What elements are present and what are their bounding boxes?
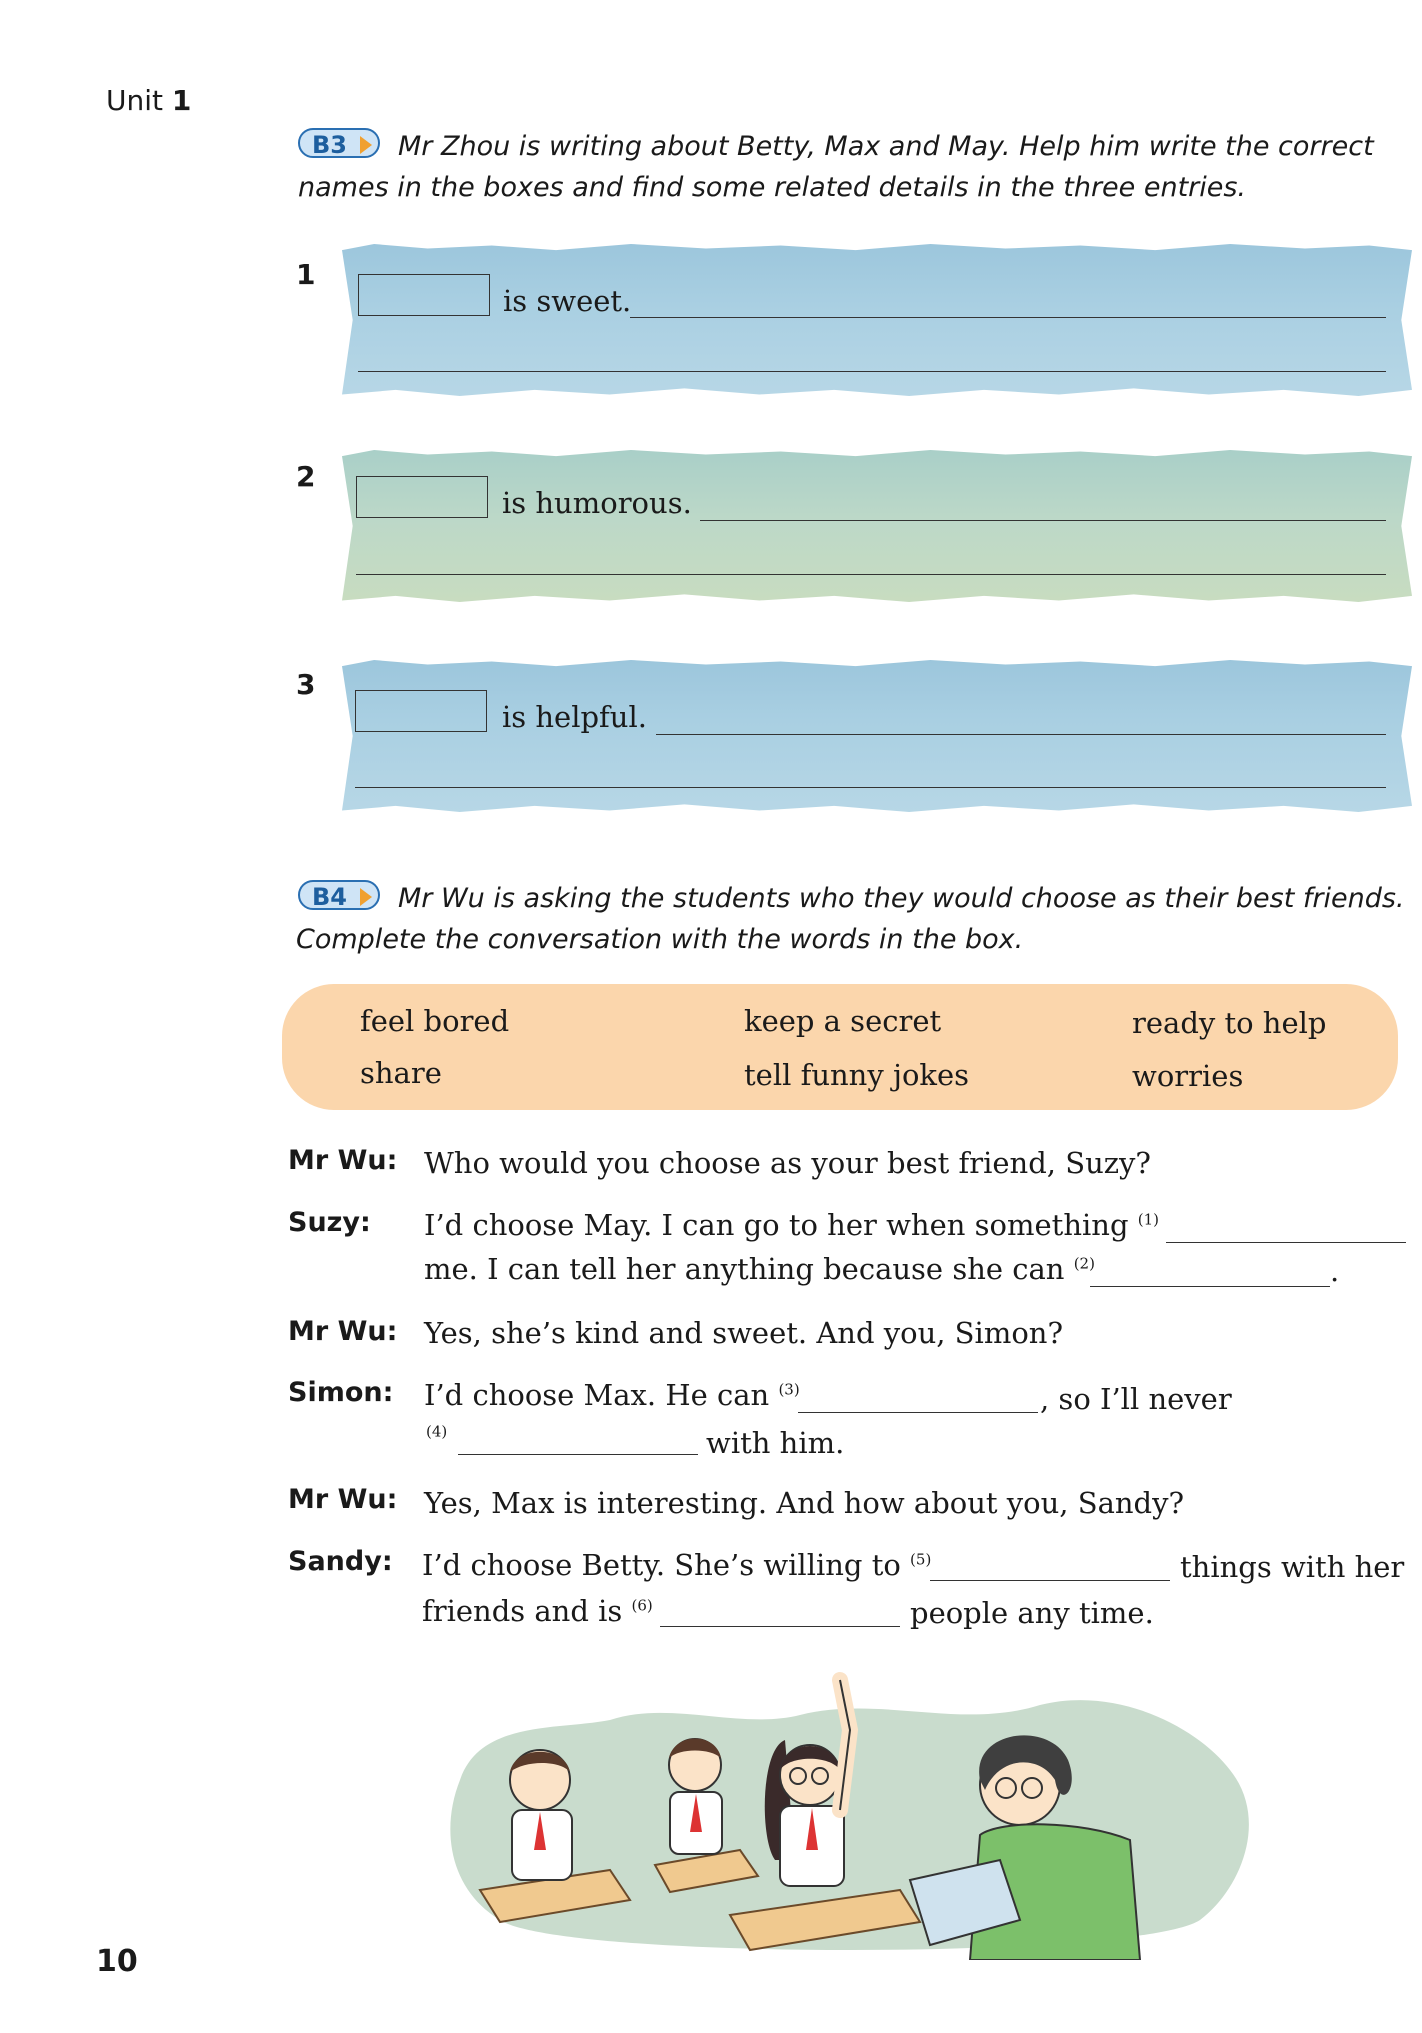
classroom-illustration bbox=[440, 1660, 1270, 1960]
speaker-label: Mr Wu: bbox=[288, 1145, 398, 1176]
blank-number: (4) bbox=[426, 1422, 448, 1441]
answer-line[interactable] bbox=[700, 520, 1386, 521]
play-arrow-icon bbox=[360, 136, 372, 154]
item-number-2: 2 bbox=[296, 460, 316, 493]
blank-number: (3) bbox=[778, 1380, 800, 1399]
play-arrow-icon bbox=[360, 888, 372, 906]
speaker-label: Suzy: bbox=[288, 1207, 371, 1238]
answer-line[interactable] bbox=[630, 317, 1386, 318]
unit-label: Unit 1 bbox=[106, 84, 192, 117]
word-option: feel bored bbox=[360, 1004, 510, 1038]
item-text-2: is humorous. bbox=[502, 486, 692, 520]
b4-badge: B4 bbox=[298, 880, 380, 910]
answer-line[interactable] bbox=[656, 734, 1386, 735]
dialogue-line: people any time. bbox=[910, 1596, 1154, 1630]
answer-line[interactable] bbox=[358, 371, 1386, 372]
b3-instruction-line1: Mr Zhou is writing about Betty, Max and May. Help him write the correct bbox=[398, 131, 1374, 162]
item-number-1: 1 bbox=[296, 258, 316, 291]
speaker-label: Mr Wu: bbox=[288, 1316, 398, 1347]
dialogue-line: I’d choose May. I can go to her when something $^{(1)}$ bbox=[424, 1208, 1159, 1242]
answer-line[interactable] bbox=[356, 574, 1386, 575]
answer-blank-3[interactable] bbox=[798, 1412, 1038, 1413]
dialogue-line: friends and is $^{(6)}$ bbox=[422, 1594, 653, 1628]
dialogue-line: Yes, she’s kind and sweet. And you, Simon? bbox=[424, 1316, 1064, 1350]
dialogue-line: I’d choose Betty. She’s willing to $^{(5)}$ bbox=[422, 1548, 932, 1582]
page-number: 10 bbox=[96, 1944, 138, 1979]
word-option: ready to help bbox=[1132, 1006, 1327, 1040]
word-option: share bbox=[360, 1056, 442, 1090]
item-text-3: is helpful. bbox=[502, 700, 647, 734]
entry-strip-3 bbox=[342, 660, 1412, 812]
blank-number: (5) bbox=[910, 1550, 932, 1569]
b4-instruction-line1: Mr Wu is asking the students who they would choose as their best friends. bbox=[398, 883, 1405, 914]
blank-number: (6) bbox=[631, 1596, 653, 1615]
speaker-label: Sandy: bbox=[288, 1546, 393, 1577]
word-option: tell funny jokes bbox=[744, 1058, 970, 1092]
name-box-3[interactable] bbox=[355, 690, 487, 732]
answer-blank-5[interactable] bbox=[930, 1580, 1170, 1581]
dialogue-line bbox=[426, 1420, 447, 1454]
answer-blank-2[interactable] bbox=[1090, 1286, 1330, 1287]
dialogue-line: with him. bbox=[706, 1426, 845, 1460]
word-option: worries bbox=[1132, 1059, 1244, 1093]
speaker-label: Simon: bbox=[288, 1377, 394, 1408]
item-number-3: 3 bbox=[296, 668, 316, 701]
blank-number: (1) bbox=[1137, 1210, 1159, 1229]
answer-blank-4[interactable] bbox=[458, 1454, 698, 1455]
period: . bbox=[1330, 1254, 1340, 1288]
b3-instruction-line2: names in the boxes and find some related details in the three entries. bbox=[298, 172, 1247, 203]
name-box-1[interactable] bbox=[358, 274, 490, 316]
answer-line[interactable] bbox=[355, 787, 1386, 788]
item-text-1: is sweet. bbox=[503, 284, 632, 318]
word-box bbox=[282, 984, 1398, 1110]
b4-instruction-line2: Complete the conversation with the words in the box. bbox=[296, 924, 1024, 955]
answer-blank-1[interactable] bbox=[1166, 1242, 1406, 1243]
blank-number: (2) bbox=[1073, 1254, 1095, 1273]
dialogue-line: , so I’ll never bbox=[1040, 1382, 1232, 1416]
answer-blank-6[interactable] bbox=[660, 1626, 900, 1627]
dialogue-line: things with her bbox=[1180, 1550, 1405, 1584]
dialogue-line: Yes, Max is interesting. And how about you, Sandy? bbox=[424, 1486, 1185, 1520]
speaker-label: Mr Wu: bbox=[288, 1484, 398, 1515]
name-box-2[interactable] bbox=[356, 476, 488, 518]
entry-strip-2 bbox=[342, 450, 1412, 602]
dialogue-line: me. I can tell her anything because she can $^{(2)}$ bbox=[424, 1252, 1095, 1286]
dialogue-line: Who would you choose as your best friend, Suzy? bbox=[424, 1146, 1151, 1180]
entry-strip-1 bbox=[342, 244, 1412, 396]
b3-badge: B3 bbox=[298, 128, 380, 158]
word-option: keep a secret bbox=[744, 1004, 942, 1038]
dialogue-line: I’d choose Max. He can $^{(3)}$ bbox=[424, 1378, 800, 1412]
